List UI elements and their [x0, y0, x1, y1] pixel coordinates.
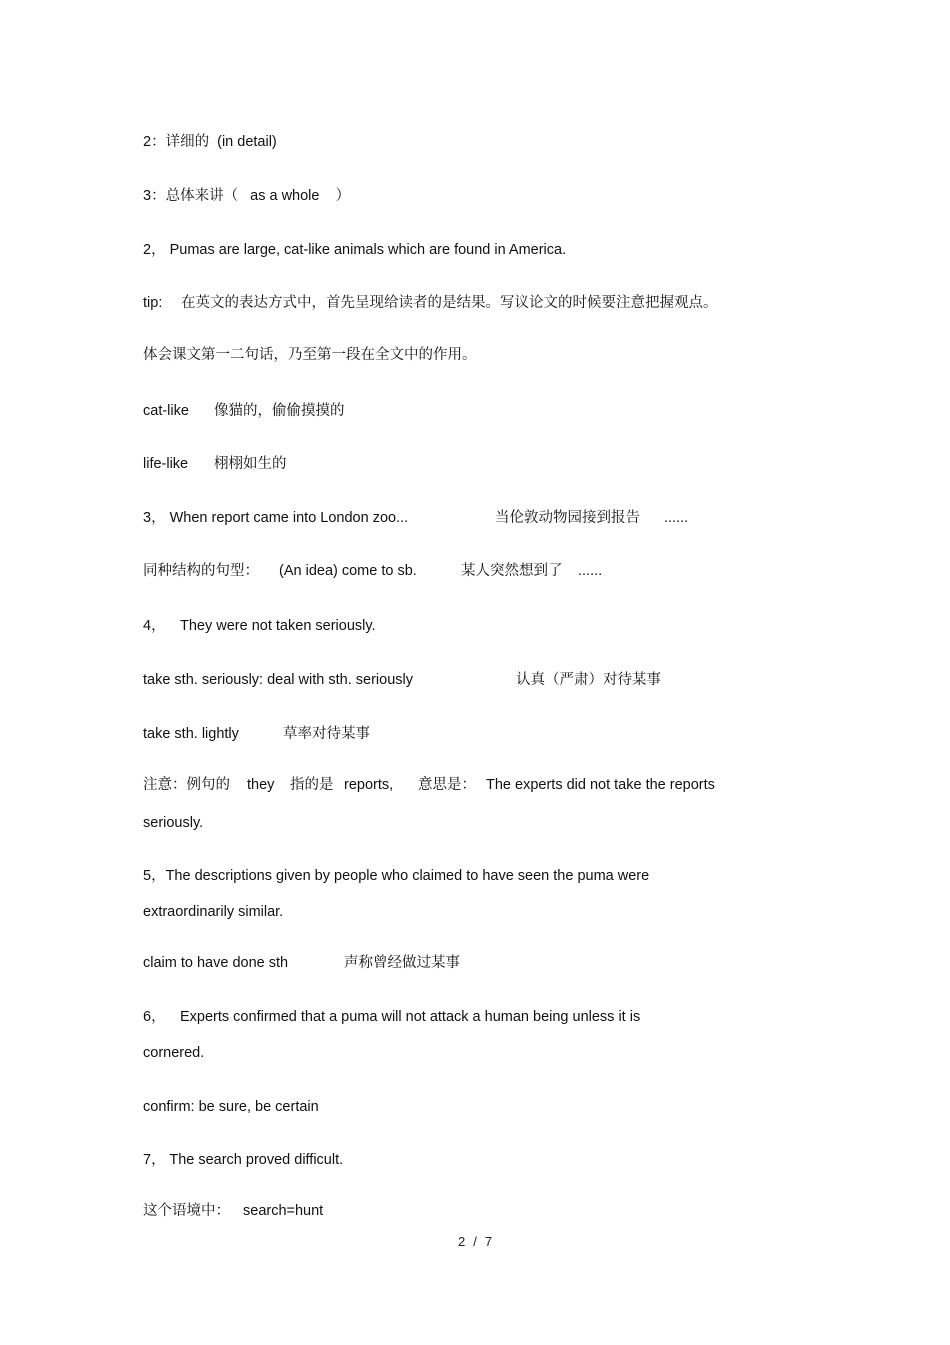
line-6-term: cat-like	[143, 403, 189, 419]
line-13-label: 注意：例句的	[143, 777, 230, 793]
line-16-text: extraordinarily similar.	[143, 904, 284, 920]
line-13-meaning-label: 意思是：	[418, 777, 476, 793]
page-number-total: 7	[484, 1234, 493, 1249]
text-line-2	[143, 187, 351, 241]
line-20-text: confirm: be sure, be certain	[143, 1099, 319, 1115]
text-line-20	[143, 1098, 319, 1152]
text-line-21	[143, 1151, 344, 1205]
line-18-number: 6，	[143, 1009, 166, 1025]
line-17-text: claim to have done sth	[143, 955, 289, 971]
line-10-number: 4，	[143, 618, 166, 634]
line-7-term: life-like	[143, 456, 189, 472]
page-number	[0, 1234, 950, 1249]
line-8-ellipsis: ......	[664, 510, 689, 526]
line-9-label: 同种结构的句型：	[143, 563, 259, 579]
line-4-label: tip:	[143, 295, 163, 311]
text-line-1	[143, 133, 277, 187]
line-12-text: take sth. lightly	[143, 726, 239, 742]
line-22-label: 这个语境中：	[143, 1203, 230, 1219]
line-22-text: search=hunt	[243, 1203, 324, 1219]
line-2-text: 3：总体来讲（ as a whole ）	[143, 188, 351, 204]
line-12-meaning: 草率对待某事	[283, 726, 370, 742]
line-13-refers: 指的是	[290, 777, 334, 793]
line-9-meaning: 某人突然想到了	[461, 563, 563, 579]
page-number-separator: /	[473, 1234, 477, 1249]
text-line-14	[143, 814, 204, 868]
line-21-text: 7， The search proved difficult.	[143, 1152, 344, 1168]
line-19-text: cornered.	[143, 1045, 205, 1061]
line-18-text: Experts confirmed that a puma will not attack a human being unless it is	[180, 1009, 641, 1025]
text-line-3	[143, 241, 567, 295]
text-line-5	[143, 346, 477, 400]
line-8-text: 3， When report came into London zoo...	[143, 510, 409, 526]
line-1-text: 2：详细的 (in detail)	[143, 134, 277, 150]
page-number-current: 2	[457, 1234, 466, 1249]
line-5-text: 体会课文第一二句话，乃至第一段在全文中的作用。	[143, 347, 477, 363]
line-13-word-they: they	[247, 777, 275, 793]
line-13-word-reports: reports,	[344, 777, 394, 793]
text-line-16	[143, 903, 284, 957]
line-9-pattern: (An idea) come to sb.	[279, 563, 417, 579]
line-9-ellipsis: ......	[578, 563, 603, 579]
line-4-text: 在英文的表达方式中，首先呈现给读者的是结果。写议论文的时候要注意把握观点。	[181, 295, 718, 311]
line-3-text: 2， Pumas are large, cat-like animals which are found in America.	[143, 242, 567, 258]
line-11-text: take sth. seriously: deal with sth. seriously	[143, 672, 413, 688]
text-line-19	[143, 1044, 205, 1098]
line-6-meaning: 像猫的，偷偷摸摸的	[214, 403, 345, 419]
line-7-meaning: 栩栩如生的	[214, 456, 287, 472]
line-13-sentence: The experts did not take the reports	[486, 777, 715, 793]
line-15-text: 5，The descriptions given by people who claimed to have seen the puma were	[143, 868, 650, 884]
line-11-meaning: 认真（严肃）对待某事	[516, 672, 661, 688]
line-8-translation: 当伦敦动物园接到报告	[495, 510, 640, 526]
line-17-meaning: 声称曾经做过某事	[344, 955, 460, 971]
line-14-text: seriously.	[143, 815, 204, 831]
line-10-text: They were not taken seriously.	[180, 618, 376, 634]
